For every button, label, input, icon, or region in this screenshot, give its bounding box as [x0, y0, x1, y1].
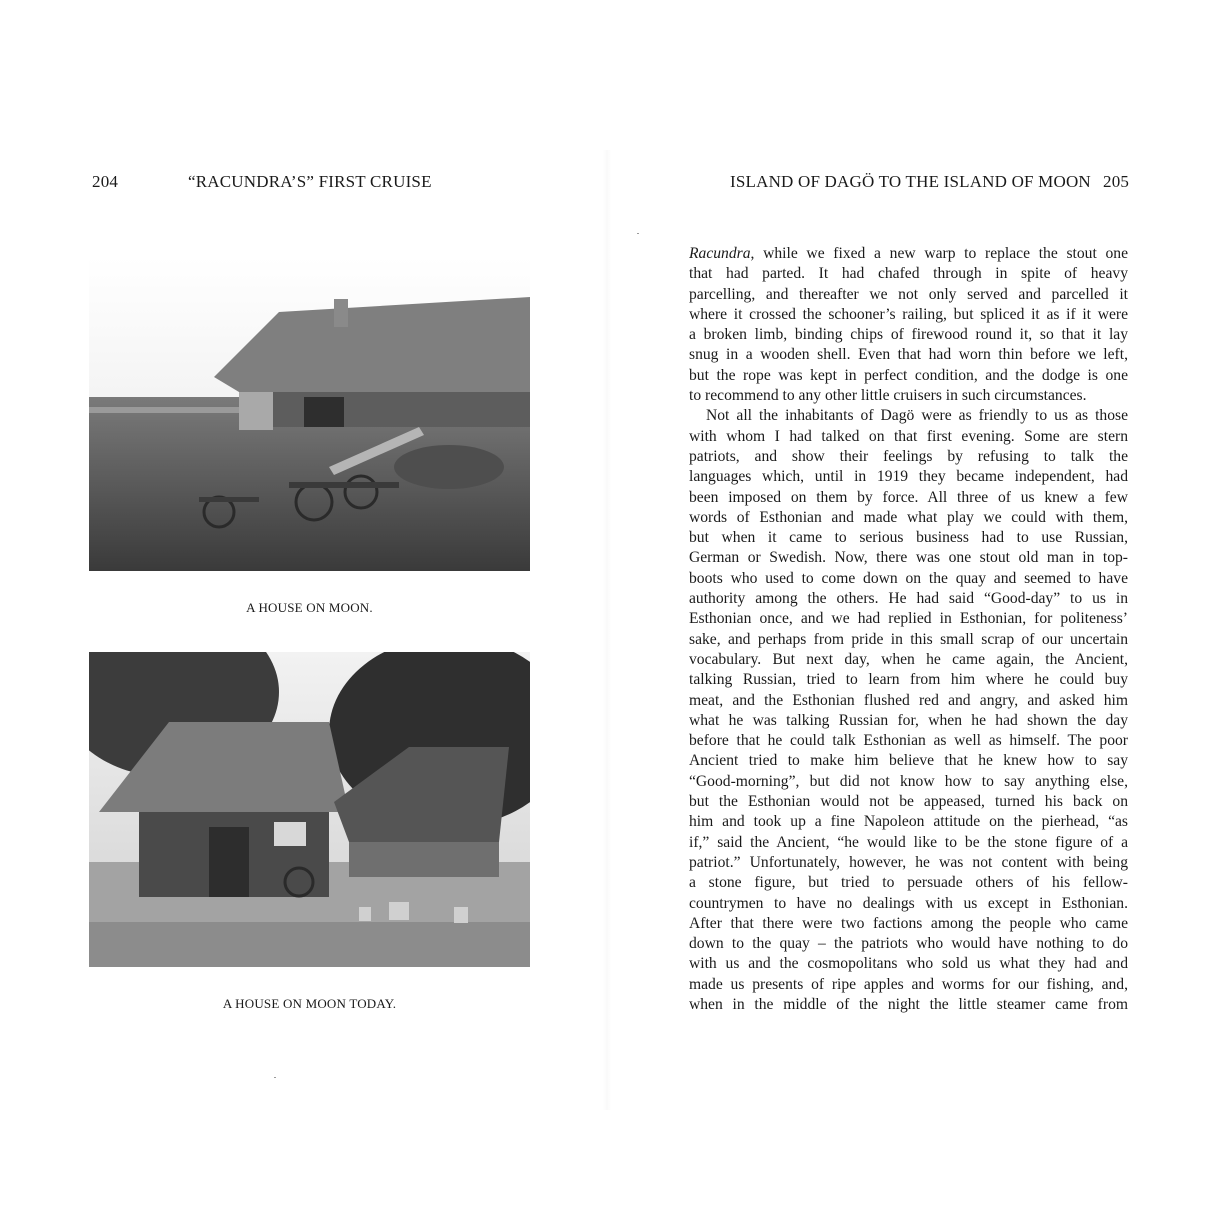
text-line: when in the middle of the night the little steamer came from [689, 995, 1128, 1013]
text-line: made us presents of ripe apples and worms for our fishing, and, [689, 975, 1128, 993]
text-line: that had parted. It had chafed through in spite of heavy [689, 265, 1128, 283]
photo-house-on-moon-today-illustration [89, 652, 530, 967]
text-line: “Good-morning”, but did not know how to say anything else, [689, 772, 1128, 790]
text-line: vocabulary. But next day, when he came again, the Ancient, [689, 650, 1128, 668]
text-line: authority among the others. He had said “Good-day” to us in [689, 590, 1128, 608]
text-line: meat, and the Esthonian flushed red and angry, and asked him [689, 691, 1128, 709]
text-line: but the rope was kept in perfect condition, and the dodge is one [689, 366, 1128, 384]
text-line: with whom I had talked on that first evening. Some are stern [689, 427, 1128, 445]
text-line: parcelling, and thereafter we not only served and parcelled it [689, 285, 1128, 303]
book-gutter [603, 150, 611, 1110]
text-line: sake, and perhaps from pride in this small scrap of our uncertain [689, 630, 1128, 648]
text-line: After that there were two factions among the people who came [689, 914, 1128, 932]
text-line: Esthonian once, and we had replied in Esthonian, for politeness’ [689, 610, 1128, 628]
text-line: with us and the cosmopolitans who sold us what they had and [689, 955, 1128, 973]
right-page-number: 205 [1103, 172, 1130, 191]
text-line: him and took up a fine Napoleon attitude on the pierhead, “as [689, 813, 1128, 831]
text-line: patriots, and show their feelings by refusing to talk the [689, 447, 1128, 465]
text-line: before that he could talk Esthonian as well as himself. The poor [689, 732, 1128, 750]
text-line: if,” said the Ancient, “he would like to be the stone figure of a [689, 833, 1128, 851]
photo-house-on-moon-illustration [89, 257, 530, 571]
text-line: Ancient tried to make him believe that he knew how to say [689, 752, 1128, 770]
text-line: German or Swedish. Now, there was one stout old man in top- [689, 549, 1128, 567]
text-line: words of Esthonian and made what play we could with them, [689, 508, 1128, 526]
text-line: but when it came to serious business had to use Russian, [689, 529, 1128, 547]
text-line: Racundra, while we fixed a new warp to replace the stout one [689, 245, 1128, 262]
text-line: a broken limb, binding chips of firewood round it, so that it lay [689, 326, 1128, 344]
photo-caption: A HOUSE ON MOON. [246, 600, 373, 615]
text-line: patriot.” Unfortunately, however, he was not content with being [689, 853, 1128, 871]
text-line: to recommend to any other little cruisers in such circumstances. [689, 387, 1087, 405]
text-line: boots who used to come down on the quay and seemed to have [689, 569, 1128, 587]
paper-speck [274, 1077, 276, 1078]
text-line: been imposed on them by force. All three of us knew a few [689, 488, 1128, 506]
text-line: down to the quay – the patriots who would have nothing to do [689, 935, 1128, 953]
left-running-title: “RACUNDRA’S” FIRST CRUISE [188, 172, 432, 191]
paper-speck [637, 233, 639, 234]
body-text [689, 244, 1128, 1015]
text-line: talking Russian, tried to learn from him where he could buy [689, 671, 1128, 689]
text-line: snug in a wooden shell. Even that had worn thin before we left, [689, 346, 1128, 364]
text-line: languages which, until in 1919 they became independent, had [689, 468, 1128, 486]
photo-house-on-moon [89, 257, 530, 571]
left-page-number: 204 [92, 172, 119, 191]
text-line: what he was talking Russian for, when he had shown the day [689, 711, 1128, 729]
right-running-title: ISLAND OF DAGÖ TO THE ISLAND OF MOON [730, 172, 1091, 191]
text-line: Not all the inhabitants of Dagö were as friendly to us as those [706, 407, 1128, 425]
text-line: countrymen to have no dealings with us except in Esthonian. [689, 894, 1128, 912]
text-line: a stone figure, but tried to persuade others of his fellow- [689, 874, 1128, 892]
text-line: but the Esthonian would not be appeased, turned his back on [689, 793, 1128, 811]
photo-house-on-moon-today [89, 652, 530, 967]
photo-caption: A HOUSE ON MOON TODAY. [222, 996, 397, 1011]
text-line: where it crossed the schooner’s railing, but spliced it as if it were [689, 305, 1128, 323]
